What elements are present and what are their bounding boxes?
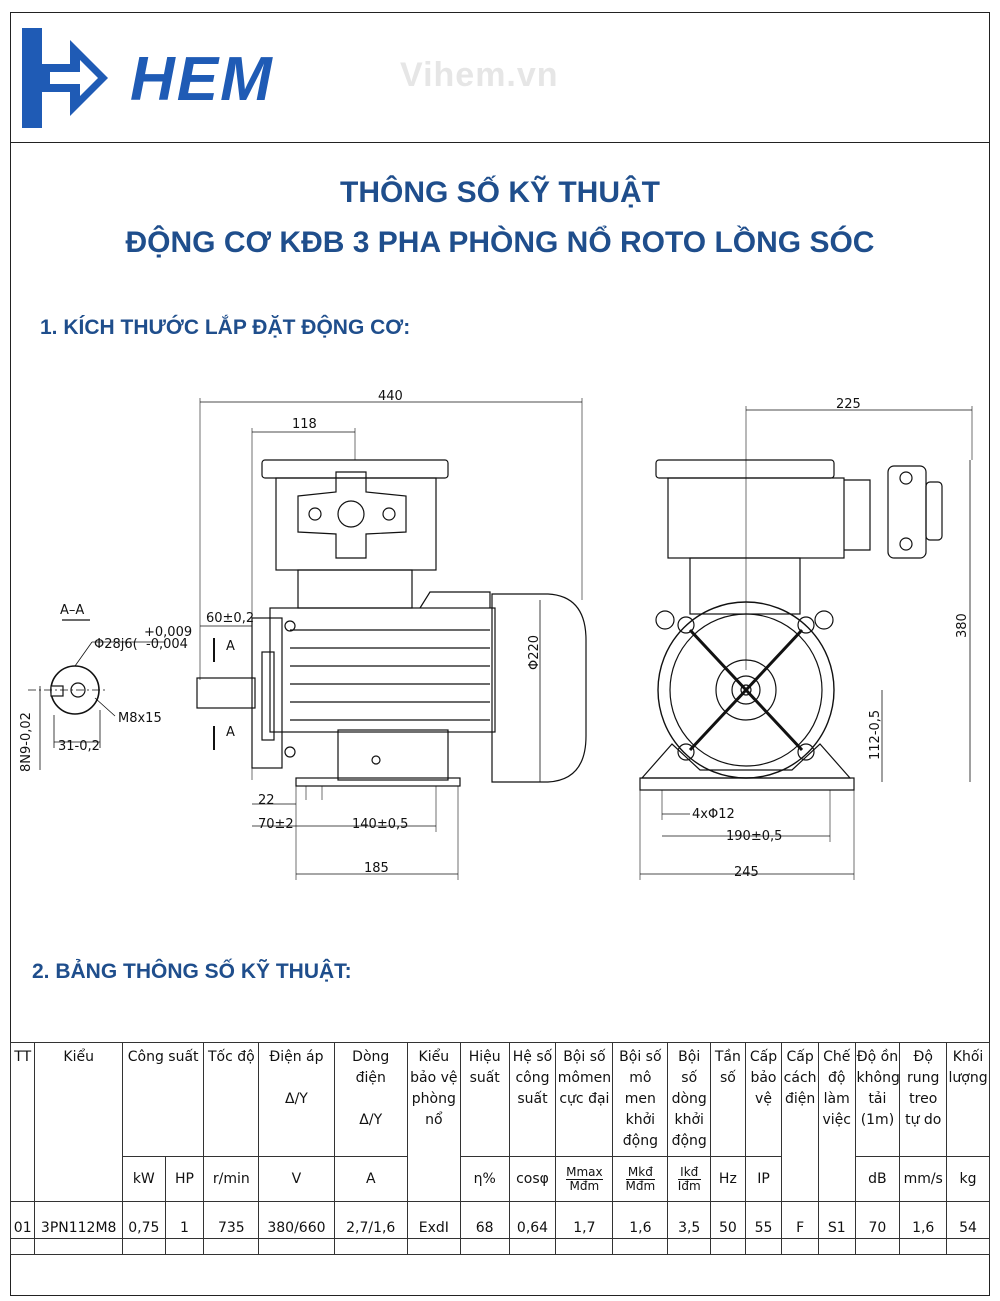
- dim-foot-spacing: 140±0,5: [352, 817, 409, 832]
- title-line-1: THÔNG SỐ KỸ THUẬT: [340, 176, 660, 209]
- motor-dimension-drawing: [0, 380, 1000, 900]
- section-spec-table-heading: 2. BẢNG THÔNG SỐ KỸ THUẬT:: [32, 960, 352, 983]
- header-do-on: Độ ồn không tải (1m): [855, 1043, 900, 1157]
- shaft-tolerance-upper: +0,009: [144, 625, 193, 640]
- table-bottom-line: [10, 1238, 990, 1239]
- cell-voltage: 380/660: [259, 1202, 334, 1255]
- dim-foot-offset: 22: [258, 793, 275, 808]
- header-khoi-luong: Khối lượng: [947, 1043, 990, 1157]
- header-dong-dien-sub: Δ/Y: [359, 1112, 383, 1128]
- section-aa-label: A–A: [60, 603, 85, 618]
- dim-height: 380: [955, 613, 970, 638]
- unit-ikd: $\frac{\text{Ikđ}}{\text{Iđm}}$: [668, 1157, 711, 1202]
- cell-mmax: 1,7: [556, 1202, 613, 1255]
- cell-tt: 01: [11, 1202, 35, 1255]
- cell-protection: ExdI: [407, 1202, 460, 1255]
- shaft-tolerance-lower: -0,004: [146, 637, 188, 652]
- cell-weight: 54: [947, 1202, 990, 1255]
- dim-foot-to-shaft: 70±2: [258, 817, 294, 832]
- cell-kw: 0,75: [122, 1202, 165, 1255]
- spec-table: [10, 1042, 990, 1255]
- header-dien-ap: Điện áp Δ/Y: [259, 1043, 334, 1157]
- header-boi-so-mo-men-kd: Bội số mô men khởi động: [613, 1043, 668, 1157]
- section-mark-lower: A: [226, 725, 235, 740]
- unit-a: A: [334, 1157, 407, 1202]
- unit-hp: HP: [165, 1157, 204, 1202]
- cell-insulation: F: [782, 1202, 819, 1255]
- thread-label: M8x15: [118, 711, 162, 726]
- unit-kg: kg: [947, 1157, 990, 1202]
- header-hieu-suat: Hiệu suất: [460, 1043, 509, 1157]
- header-kieu-bao-ve: Kiểu bảo vệ phòng nổ: [407, 1043, 460, 1202]
- section-mark-upper: A: [226, 639, 235, 654]
- cell-eff: 68: [460, 1202, 509, 1255]
- hem-logo: [18, 20, 278, 135]
- watermark: Vihem.vn: [400, 56, 559, 94]
- header-boi-so-momen: Bội số mômen cực đại: [556, 1043, 613, 1157]
- header-toc-do: Tốc độ: [204, 1043, 259, 1157]
- unit-hz: Hz: [711, 1157, 746, 1202]
- dim-overall-width: 245: [734, 865, 759, 880]
- header-divider: [10, 142, 990, 143]
- header-kieu: Kiểu: [35, 1043, 123, 1202]
- key-width-label: 8N9-0,02: [19, 712, 34, 772]
- header-dong-dien: Dòng điện Δ/Y: [334, 1043, 407, 1157]
- cell-mkd: 1,6: [613, 1202, 668, 1255]
- cell-current: 2,7/1,6: [334, 1202, 407, 1255]
- unit-rpm: r/min: [204, 1157, 259, 1202]
- dim-flange-diameter: Φ220: [527, 634, 542, 670]
- header-tan-so: Tần số: [711, 1043, 746, 1157]
- shaft-diameter-label: Φ28j6(: [94, 637, 138, 652]
- header-cap-cach-dien: Cấp cách điện: [782, 1043, 819, 1202]
- cell-ikd: 3,5: [668, 1202, 711, 1255]
- unit-mms: mm/s: [900, 1157, 947, 1202]
- unit-cos: cosφ: [509, 1157, 556, 1202]
- header-cap-bao-ve: Cấp bảo vệ: [745, 1043, 782, 1157]
- table-header-row: [11, 1043, 990, 1157]
- unit-mkd: $\frac{\text{Mkđ}}{\text{Mđm}}$: [613, 1157, 668, 1202]
- dim-box-width: 225: [836, 397, 861, 412]
- unit-ip: IP: [745, 1157, 782, 1202]
- dim-top-offset: 118: [292, 417, 317, 432]
- section-dimensions-heading: 1. KÍCH THƯỚC LẮP ĐẶT ĐỘNG CƠ:: [40, 316, 411, 339]
- cell-cos: 0,64: [509, 1202, 556, 1255]
- cell-rpm: 735: [204, 1202, 259, 1255]
- title-line-2: ĐỘNG CƠ KĐB 3 PHA PHÒNG NỔ ROTO LỒNG SÓC: [125, 226, 875, 259]
- key-depth-label: 31-0,2: [58, 739, 100, 754]
- header-do-rung: Độ rung treo tự do: [900, 1043, 947, 1157]
- cell-vibration: 1,6: [900, 1202, 947, 1255]
- cell-duty: S1: [818, 1202, 855, 1255]
- unit-eff: η%: [460, 1157, 509, 1202]
- dim-foot-length: 185: [364, 861, 389, 876]
- dim-shaft-length: 60±0,2: [206, 611, 255, 626]
- dim-front-foot-spacing: 190±0,5: [726, 829, 783, 844]
- unit-db: dB: [855, 1157, 900, 1202]
- unit-kw: kW: [122, 1157, 165, 1202]
- cell-noise: 70: [855, 1202, 900, 1255]
- dim-overall-length: 440: [378, 389, 403, 404]
- dim-shaft-height: 112-0,5: [868, 709, 883, 760]
- header-dien-ap-sub: Δ/Y: [285, 1091, 308, 1107]
- cell-hz: 50: [711, 1202, 746, 1255]
- header-he-so-cong-suat: Hệ số công suất: [509, 1043, 556, 1157]
- unit-v: V: [259, 1157, 334, 1202]
- header-cong-suat: Công suất: [122, 1043, 203, 1157]
- dim-holes: 4xΦ12: [692, 807, 735, 822]
- cell-kieu: 3PN112M8: [35, 1202, 123, 1255]
- table-row: [11, 1202, 990, 1255]
- cell-hp: 1: [165, 1202, 204, 1255]
- header-tt: TT: [11, 1043, 35, 1202]
- header-boi-so-dong-kd: Bội số dòng khởi động: [668, 1043, 711, 1157]
- logo-text: HEM: [130, 45, 274, 114]
- cell-ip: 55: [745, 1202, 782, 1255]
- header-che-do: Chế độ làm việc: [818, 1043, 855, 1202]
- unit-mmax: $\frac{Mmax}{\text{Mđm}}$: [556, 1157, 613, 1202]
